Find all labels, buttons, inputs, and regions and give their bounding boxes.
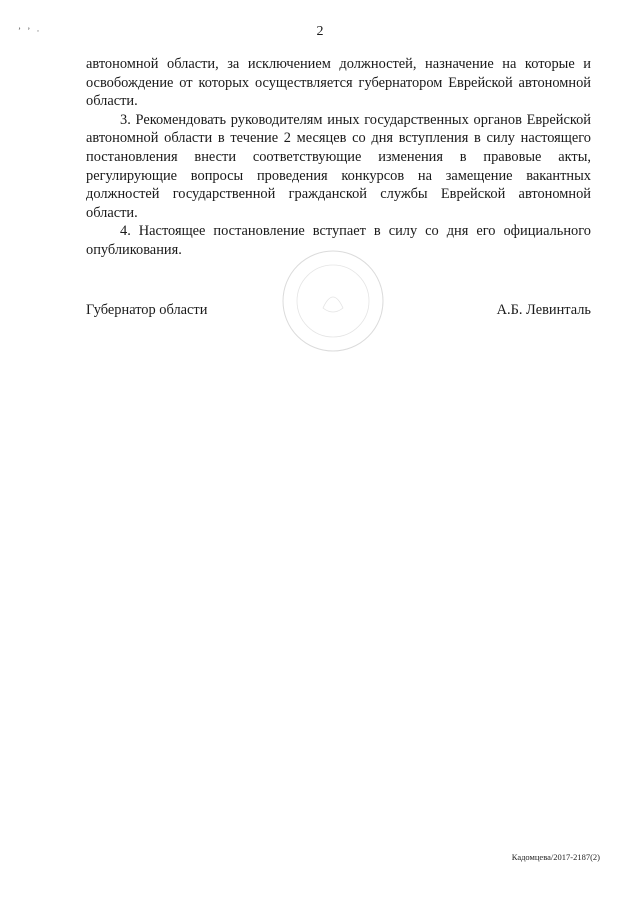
document-body [86, 55, 591, 260]
signatory-name: А.Б. Левинталь [496, 302, 591, 318]
seal-emblem [323, 297, 343, 312]
seal-inner-ring [297, 265, 369, 337]
footer-reference: Кадомцева/2017-2187(2) [511, 852, 600, 862]
seal-outer-ring [283, 251, 383, 351]
paragraph-continuation: автономной области, за исключением должностей, назначение на которые и освобождение от которых осуществляется губернатором Еврейской автономной области. [86, 56, 591, 110]
page-number: 2 [316, 24, 324, 39]
paragraph-item-3: 3. Рекомендовать руководителям иных государственных органов Еврейской автономной области в течение 2 месяцев со дня вступления в силу настоящего постановления внести соответствующие изменения в правовые акты, регулирующие вопросы проведения конкурсов на замещение вакантных должностей государственной гражданской службы Еврейской автономной области. [86, 111, 591, 221]
signatory-position: Губернатор области [86, 302, 208, 318]
scan-artifacts: ʼ ʼ · [18, 26, 42, 36]
paragraph-item-4: 4. Настоящее постановление вступает в силу со дня его официального опубликования. [86, 223, 591, 258]
faint-seal-stamp [278, 246, 388, 356]
